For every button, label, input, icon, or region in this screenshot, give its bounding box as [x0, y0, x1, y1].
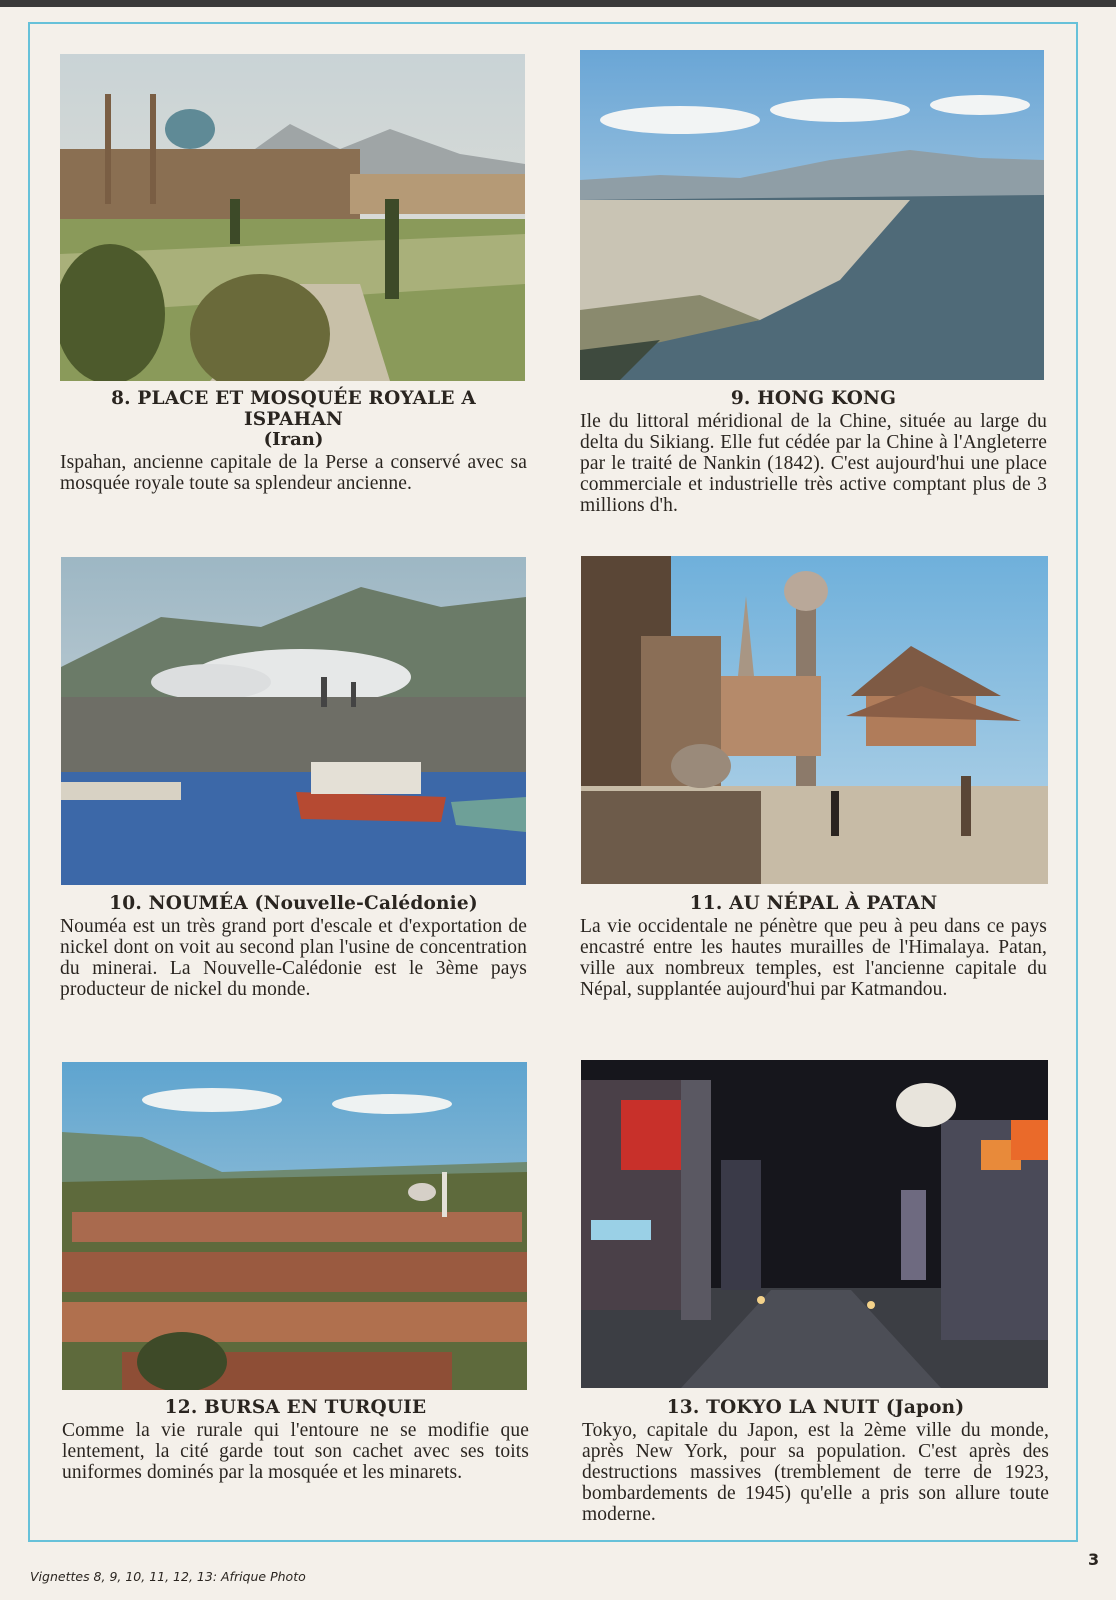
- caption-title: 11. AU NÉPAL À PATAN: [689, 893, 938, 914]
- caption-title-main: 10. NOUMÉA: [109, 893, 248, 914]
- caption-tokyo: [582, 1397, 1049, 1525]
- caption-title-region: (Japon): [885, 1397, 965, 1418]
- caption-title: [60, 893, 527, 914]
- caption-ispahan: [60, 388, 527, 494]
- photo-hong-kong: [580, 50, 1044, 380]
- caption-text: La vie occidentale ne pénètre que peu à peu dans ce pays encastré entre les hautes murailles de l'Himalaya. Patan, ville aux nombreux temples, est l'ancienne capitale du Népal, supplantée aujourd'hui par Katmandou.: [580, 916, 1047, 1000]
- caption-text: Comme la vie rurale qui l'entoure ne se modifie que lentement, la cité garde tout son cachet avec ses toits uniformes dominés par la mosquée et les minarets.: [62, 1420, 529, 1483]
- caption-subtitle: (Iran): [263, 429, 324, 450]
- caption-title-main: 13. TOKYO LA NUIT: [666, 1397, 880, 1418]
- caption-text: Tokyo, capitale du Japon, est la 2ème ville du monde, après New York, pour sa population. C'est après des destructions massives (tremblement de terre de 1923, bombardements de 1945) qu'elle a pris son allure toute moderne.: [582, 1420, 1049, 1525]
- photo-credit: Vignettes 8, 9, 10, 11, 12, 13: Afrique Photo: [30, 1569, 306, 1584]
- caption-patan: [580, 893, 1047, 1000]
- caption-bursa: [62, 1397, 529, 1483]
- top-edge: [0, 0, 1116, 7]
- caption-hong-kong: [580, 388, 1047, 516]
- caption-title: [582, 1397, 1049, 1418]
- caption-title: 12. BURSA EN TURQUIE: [164, 1397, 427, 1418]
- photo-patan: [581, 556, 1048, 884]
- caption-title-region: (Nouvelle-Calédonie): [254, 893, 478, 914]
- caption-text: Ile du littoral méridional de la Chine, située au large du delta du Sikiang. Elle fut cédée par la Chine à l'Angleterre par le traité de Nankin (1842). C'est aujourd'hui une place commerciale et industrielle très active comptant plus de 3 millions d'h.: [580, 411, 1047, 516]
- photo-noumea: [61, 557, 526, 885]
- photo-bursa: [62, 1062, 527, 1390]
- caption-title: 8. PLACE ET MOSQUÉE ROYALE A ISPAHAN: [111, 388, 476, 430]
- page-number: 3: [1088, 1550, 1100, 1569]
- caption-text: Ispahan, ancienne capitale de la Perse a conservé avec sa mosquée royale toute sa splendeur ancienne.: [60, 452, 527, 494]
- caption-text: Nouméa est un très grand port d'escale et d'exportation de nickel dont on voit au second plan l'usine de concentration du minerai. La Nouvelle-Calédonie est le 3ème pays producteur de nickel du monde.: [60, 916, 527, 1000]
- caption-noumea: [60, 893, 527, 1000]
- photo-tokyo: [581, 1060, 1048, 1388]
- caption-title: 9. HONG KONG: [730, 388, 897, 409]
- photo-ispahan: [60, 54, 525, 381]
